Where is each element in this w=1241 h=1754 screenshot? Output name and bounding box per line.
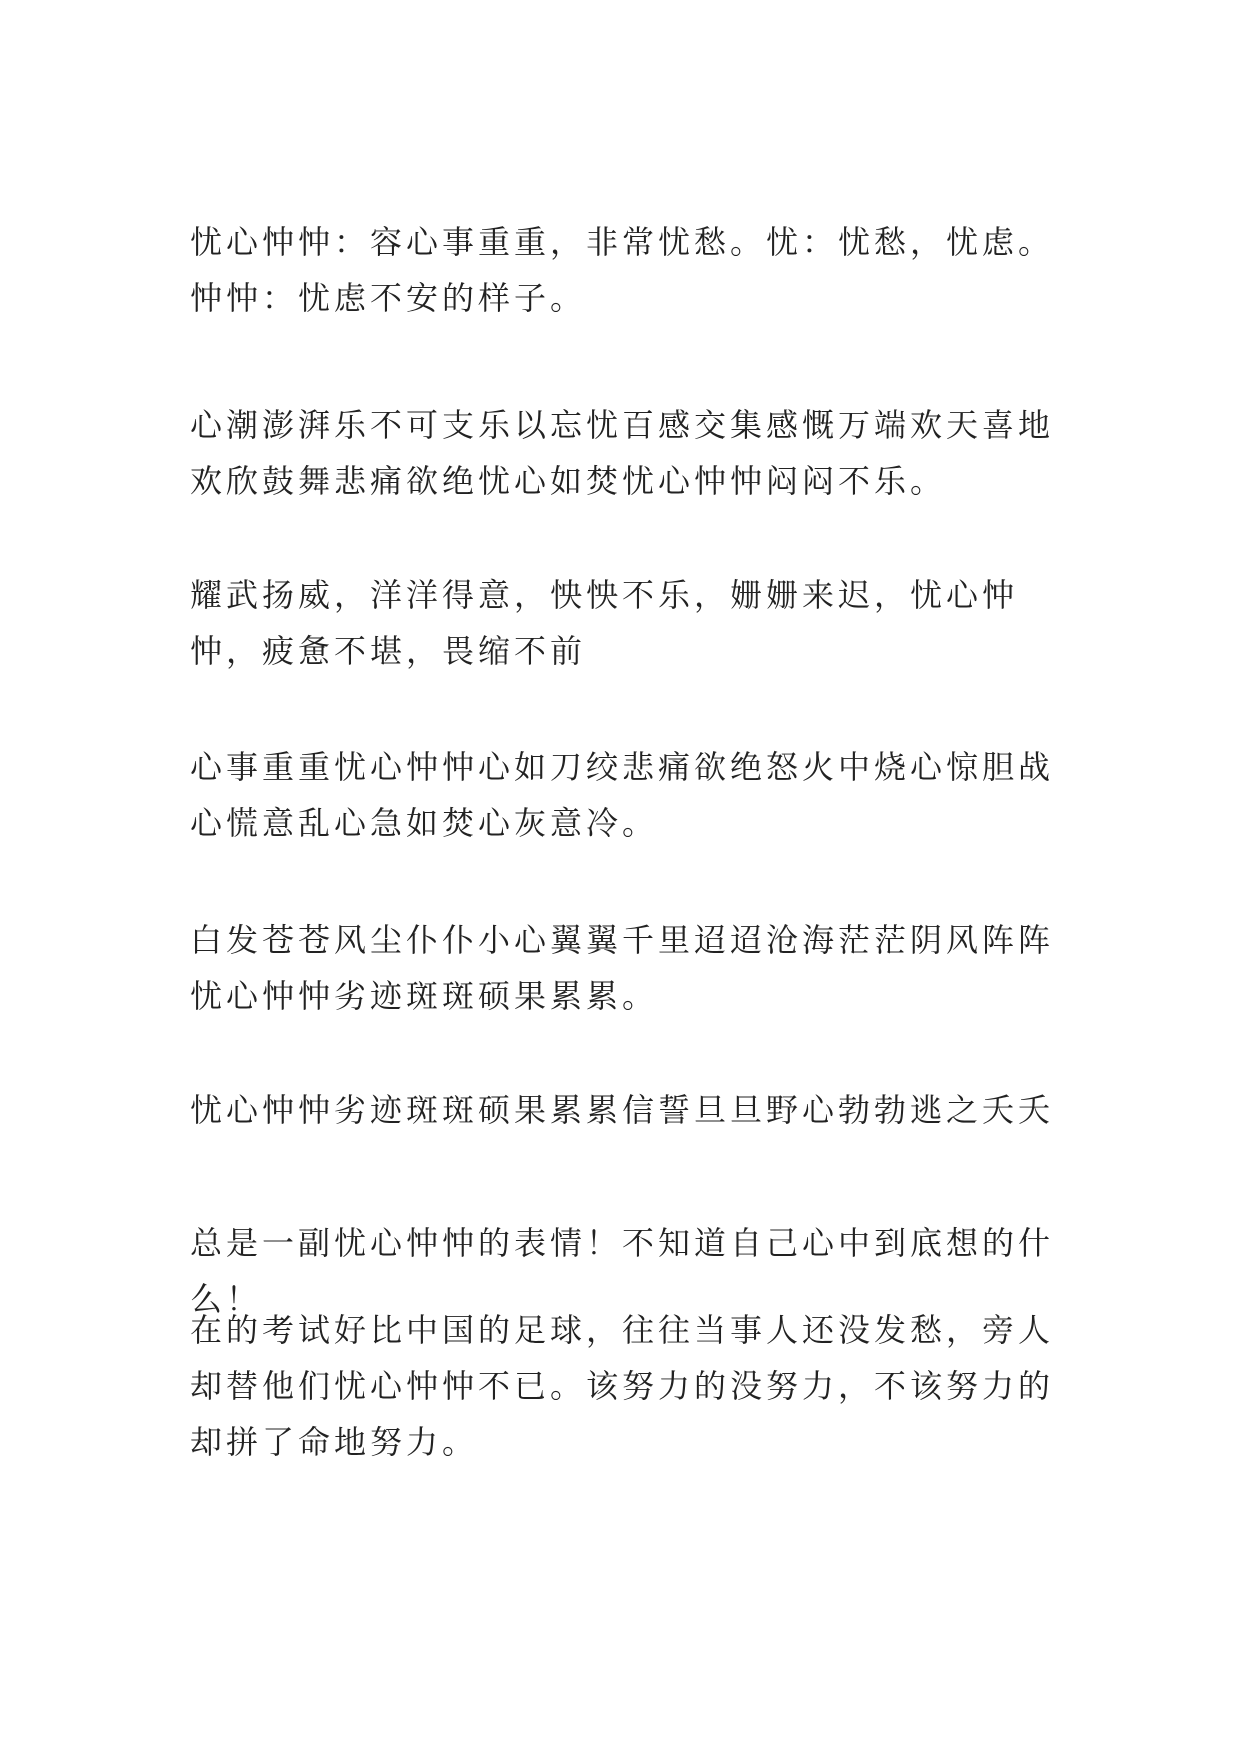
paragraph-idiom-list-4: 白发苍苍风尘仆仆小心翼翼千里迢迢沧海茫茫阴风阵阵忧心忡忡劣迹斑斑硕果累累。 [190,921,1055,1015]
paragraph-idiom-list-2: 耀武扬威，洋洋得意，怏怏不乐，姗姗来迟，忧心忡忡，疲惫不堪，畏缩不前 [190,576,1019,670]
paragraph-idiom-list-3: 心事重重忧心忡忡心如刀绞悲痛欲绝怒火中烧心惊胆战心慌意乱心急如焚心灰意冷。 [190,748,1055,842]
paragraph-definition: 忧心忡忡：容心事重重，非常忧愁。忧：忧愁，忧虑。忡忡：忧虑不安的样子。 [190,223,1055,317]
paragraph-idiom-list-1: 心潮澎湃乐不可支乐以忘忧百感交集感慨万端欢天喜地欢欣鼓舞悲痛欲绝忧心如焚忧心忡忡闷闷不乐。 [190,406,1055,500]
paragraph-example-sentence-2: 在的考试好比中国的足球，往往当事人还没发愁，旁人却替他们忧心忡忡不已。该努力的没努力，不该努力的却拼了命地努力。 [190,1311,1055,1461]
paragraph-idiom-list-5: 忧心忡忡劣迹斑斑硕果累累信誓旦旦野心勃勃逃之夭夭 [190,1091,1055,1129]
paragraph-example-sentence-1: 总是一副忧心忡忡的表情！不知道自己心中到底想的什么！ [190,1224,1055,1318]
